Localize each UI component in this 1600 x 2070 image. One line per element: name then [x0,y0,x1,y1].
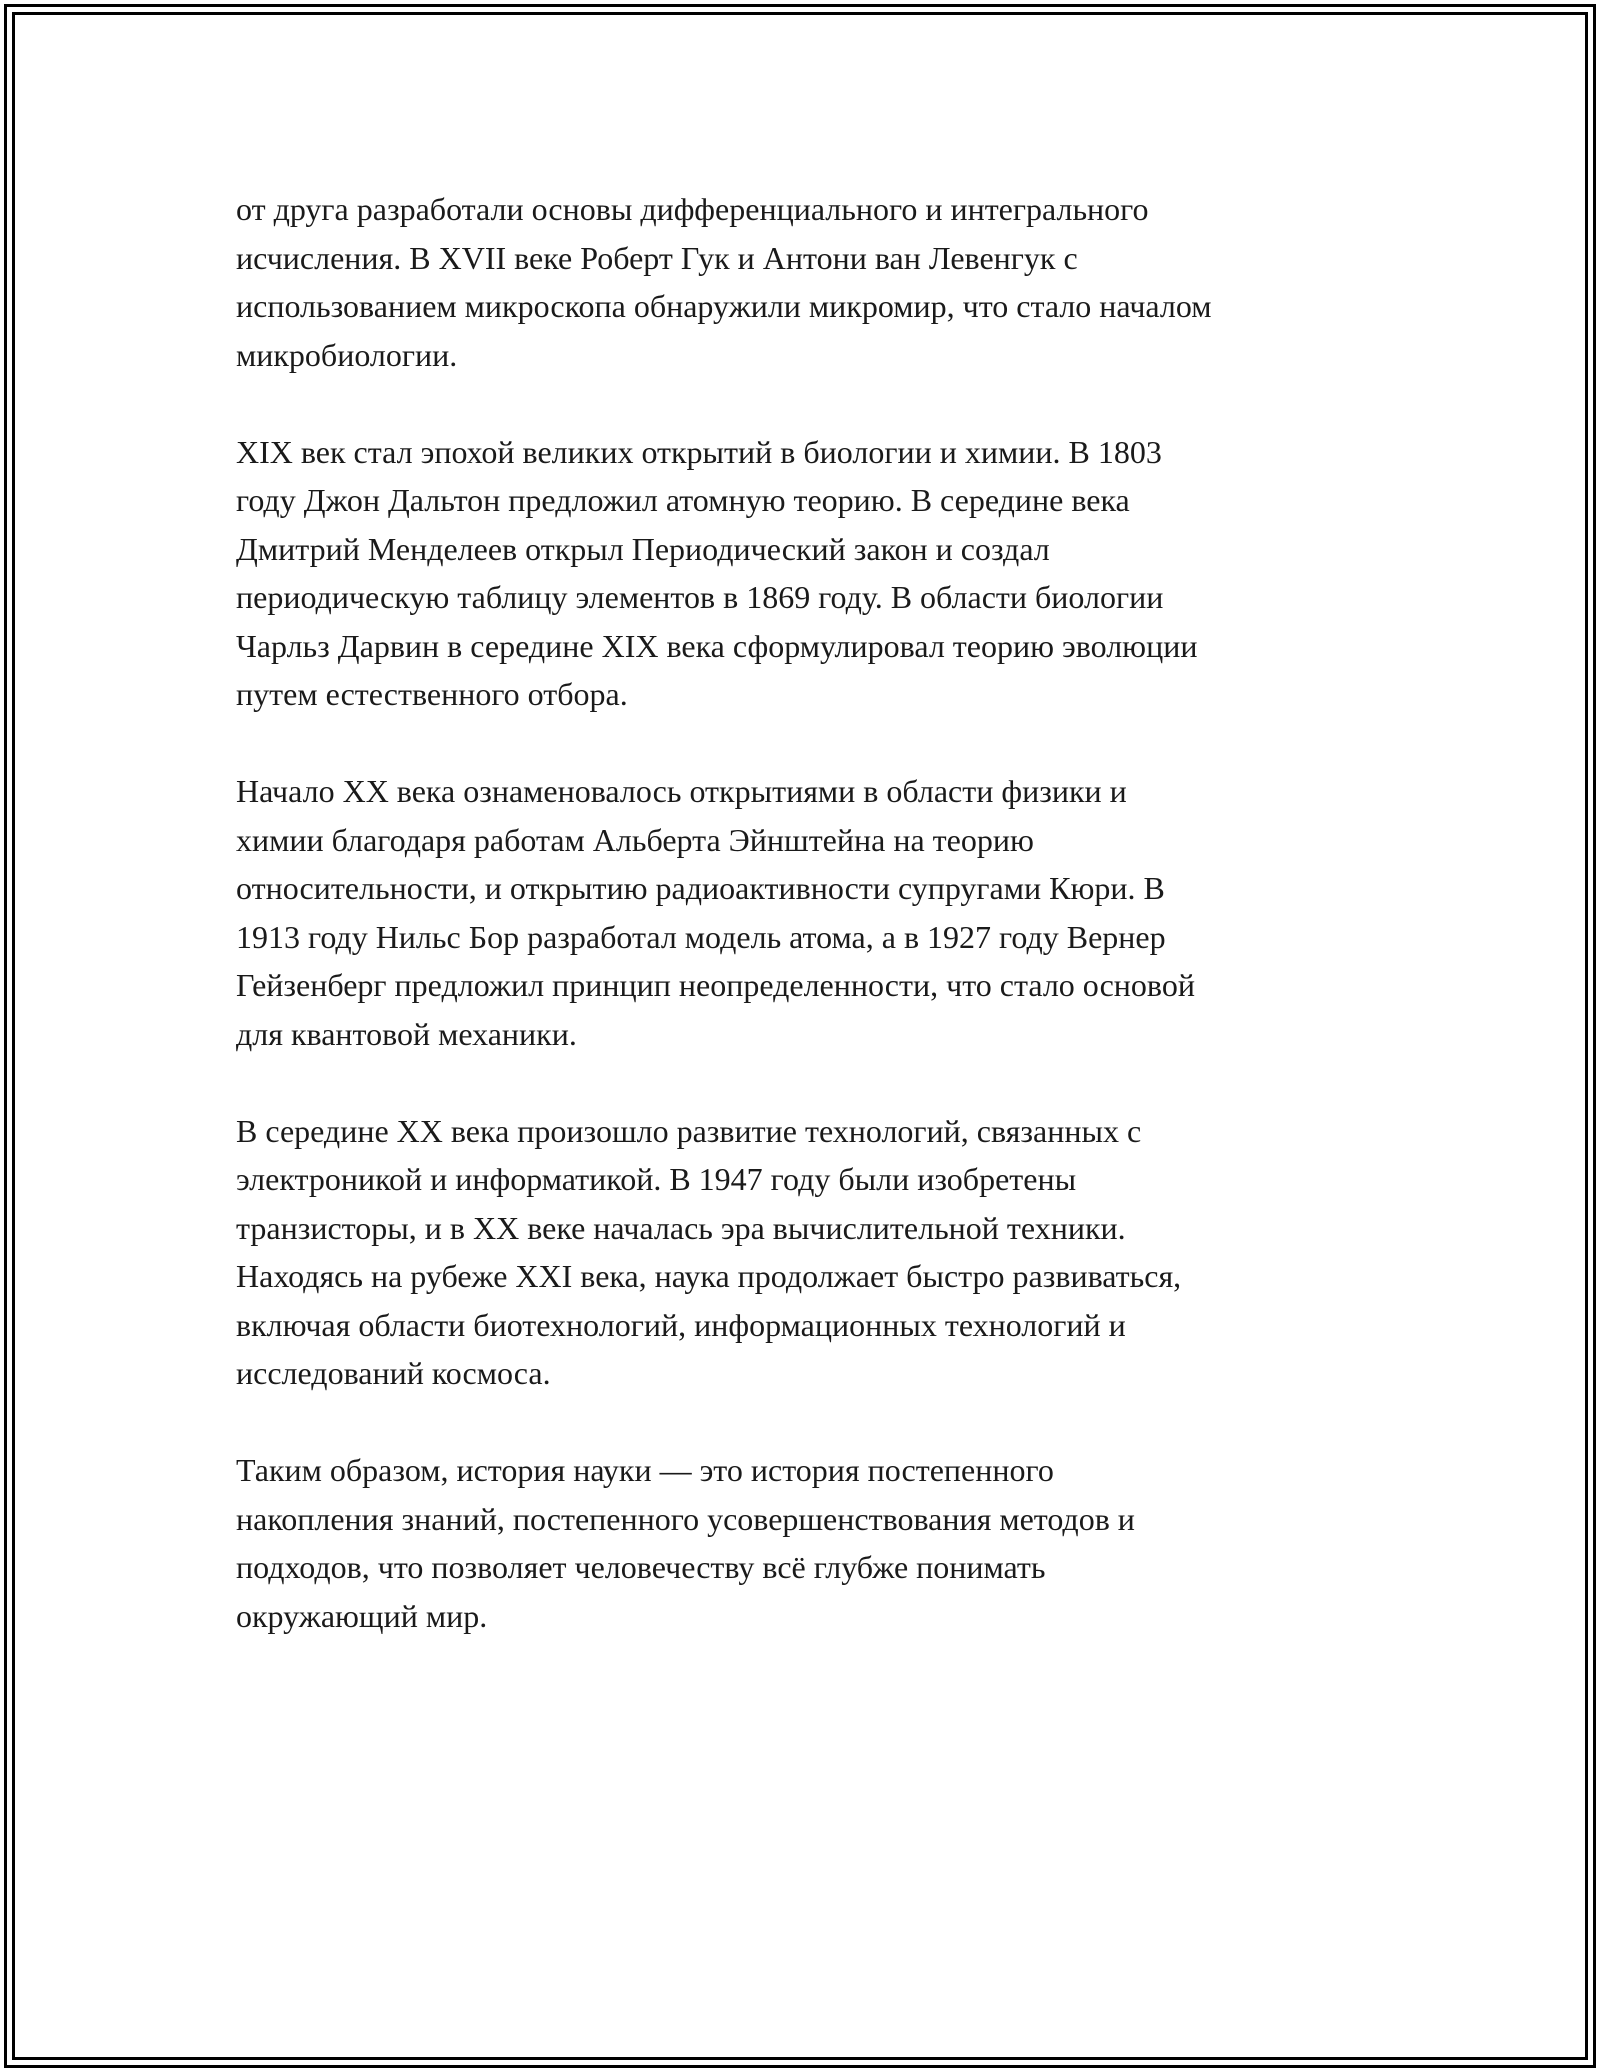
text-line: Таким образом, история науки — это история постепенного [236,1452,1054,1488]
text-line: 1913 году Нильс Бор разработал модель атома, а в 1927 году Вернер [236,918,1166,955]
text-line: исчисления. В XVII веке Роберт Гук и Антони ван Левенгук с [236,239,1078,276]
text-line: транзисторы, и в XX веке началась эра вычислительной техники. [236,1209,1126,1246]
text-line: химии благодаря работам Альберта Эйнштейна на теорию [236,821,1034,858]
text-line: подходов, что позволяет человечеству всё глубже понимать [236,1549,1046,1585]
text-line: от друга разработали основы дифференциального и интегрального [236,191,1149,227]
text-line: электроникой и информатикой. В 1947 году были изобретены [236,1161,1077,1197]
text-line: Чарльз Дарвин в середине XIX века сформулировал теорию эволюции [236,627,1198,664]
text-line: Начало XX века ознаменовалось открытиями в области физики и [236,773,1127,809]
text-line: периодическую таблицу элементов в 1869 году. В области биологии [236,579,1164,615]
text-line: микробиологии. [236,336,458,373]
document-body [236,185,1396,1689]
text-line: XIX век стал эпохой великих открытий в биологии и химии. В 1803 [236,433,1162,470]
text-line: Гейзенберг предложил принцип неопределенности, что стало основой [236,967,1195,1003]
text-line: Дмитрий Менделеев открыл Периодический закон и создал [236,530,1050,567]
paragraph-4 [236,1107,1396,1398]
text-line: В середине XX века произошло развитие технологий, связанных с [236,1112,1142,1149]
text-line: году Джон Дальтон предложил атомную теорию. В середине века [236,482,1130,518]
paragraph-3 [236,767,1396,1058]
paragraph-2 [236,428,1396,719]
text-line: окружающий мир. [236,1597,488,1634]
text-line: накопления знаний, постепенного усовершенствования методов и [236,1500,1135,1537]
text-line: путем естественного отбора. [236,676,628,712]
text-line: исследований космоса. [236,1355,551,1391]
text-line: Находясь на рубеже XXI века, наука продолжает быстро развиваться, [236,1258,1182,1294]
text-line: относительности, и открытию радиоактивности супругами Кюри. В [236,870,1165,906]
text-line: включая области биотехнологий, информационных технологий и [236,1306,1126,1343]
paragraph-5 [236,1446,1396,1640]
paragraph-1 [236,185,1396,379]
text-line: для квантовой механики. [236,1015,577,1052]
text-line: использованием микроскопа обнаружили микромир, что стало началом [236,288,1212,324]
